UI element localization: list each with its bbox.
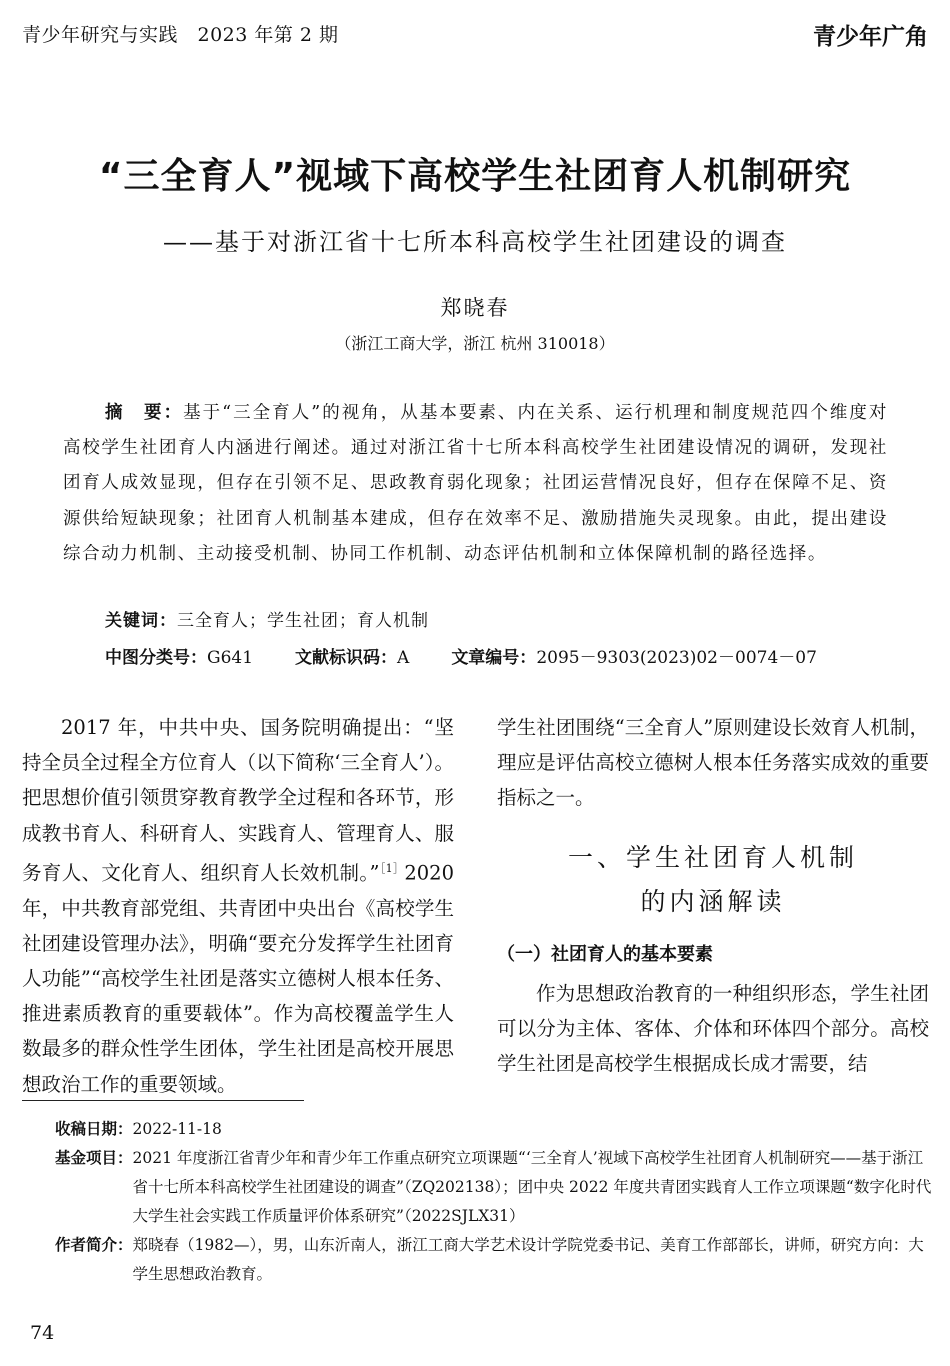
body-paragraph: 学生社团围绕“三全育人”原则建设长效育人机制，理应是评估高校立德树人根本任务落实成效的重要指标之一。 — [497, 716, 929, 810]
classification-line — [105, 643, 817, 668]
author-name: 郑晓春 — [440, 296, 510, 320]
abstract-label: 摘 要： — [105, 403, 184, 423]
citation-ref[interactable]: ［1］ — [379, 861, 405, 875]
fund-note: 基金项目： 2021 年度浙江省青少年和青少年工作重点研究立项课题“‘三全育人’视域下高校学生社团育人机制研究——基于浙江省十七所本科高校学生社团建设的调查”（ZQ202138）；团中央 2022 年度共青团实践育人工作立项课题“数字化时代大学生社会实践工作质量评价体系研究”（2022SJLX31） — [55, 1149, 932, 1225]
author-bio-note: 作者简介： 郑晓春（1982—），男，山东沂南人，浙江工商大学艺术设计学院党委书记、美育工作部部长，讲师，研究方向：大学生思想政治教育。 — [55, 1236, 924, 1283]
section-heading — [497, 836, 929, 924]
body-text: 2020 年，中共教育部党组、共青团中央出台《高校学生社团建设管理办法》，明确“要充分发挥学生社团育人功能”“高校学生社团是落实立德树人根本任务、推进素质教育的重要载体”。作为高校覆盖学生人数最多的群众性学生团体，学生社团是高校开展思想政治工作的重要领域。 — [22, 861, 454, 1096]
doc-code-value: A — [397, 648, 410, 668]
body-text: 2017 年，中共中央、国务院明确提出：“坚持全员全过程全方位育人（以下简称‘三全育人’）。把思想价值引领贯穿教育教学全过程和各环节，形成教书育人、科研育人、实践育人、管理育人、服务育人、文化育人、组织育人长效机制。” — [22, 716, 454, 885]
received-date-note: 收稿日期： 2022-11-18 — [55, 1120, 222, 1138]
article-number-label: 文章编号： — [451, 648, 537, 668]
body-column-left — [22, 710, 454, 1102]
footnote-divider — [22, 1100, 304, 1101]
abstract-text: 基于“三全育人”的视角，从基本要素、内在关系、运行机理和制度规范四个维度对高校学生社团育人内涵进行阐述。通过对浙江省十七所本科高校学生社团建设情况的调研，发现社团育人成效显现，但存在引领不足、思政教育弱化现象；社团运营情况良好，但存在保障不足、资源供给短缺现象；社团育人机制基本建成，但存在效率不足、激励措施失灵现象。由此，提出建设综合动力机制、主动接受机制、协同工作机制、动态评估机制和立体保障机制的路径选择。 — [63, 403, 888, 564]
section-heading-line: 一、学生社团育人机制 — [567, 842, 858, 872]
article-number-value: 2095－9303(2023)02－0074－07 — [536, 648, 817, 668]
column-name: 青少年广角 — [813, 24, 928, 50]
body-paragraph: 作为思想政治教育的一种组织形态，学生社团可以分为主体、客体、介体和环体四个部分。高校学生社团是高校学生根据成长成才需要，结 — [497, 981, 929, 1076]
body-paragraph — [22, 710, 454, 1102]
paper-subtitle: ——基于对浙江省十七所本科高校学生社团建设的调查 — [163, 228, 787, 256]
footnotes — [55, 1115, 935, 1289]
keywords-text: 三全育人；学生社团；育人机制 — [177, 611, 429, 631]
doc-code-label: 文献标识码： — [295, 648, 398, 668]
abstract — [63, 396, 888, 572]
page-number: 74 — [30, 1322, 55, 1344]
author-affiliation: （浙江工商大学，浙江 杭州 310018） — [335, 334, 615, 353]
paper-title: “三全育人”视域下高校学生社团育人机制研究 — [98, 156, 852, 197]
section-heading-line: 的内涵解读 — [640, 886, 786, 916]
clc-value: G641 — [207, 648, 254, 668]
keywords-label: 关键词： — [105, 611, 177, 631]
journal-issue: 青少年研究与实践 2023 年第 2 期 — [22, 24, 339, 46]
subsection-heading: （一）社团育人的基本要素 — [497, 943, 713, 965]
keywords — [105, 606, 429, 631]
clc-label: 中图分类号： — [105, 648, 207, 668]
body-column-right — [497, 710, 929, 1081]
